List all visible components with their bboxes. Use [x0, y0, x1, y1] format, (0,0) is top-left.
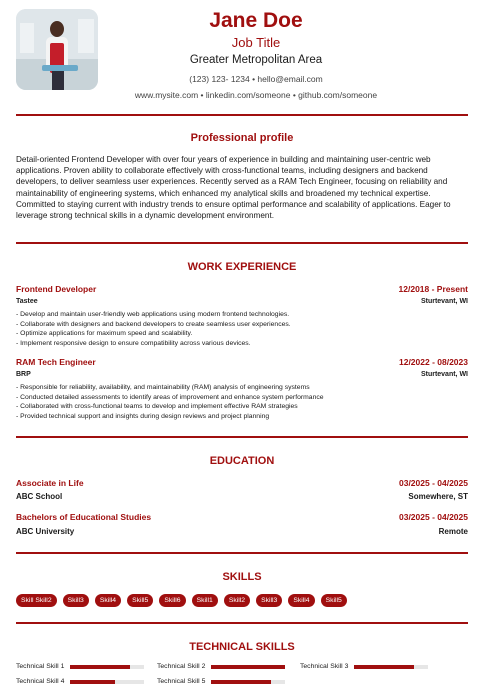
- education-header: [16, 478, 468, 488]
- technical-skill-label: Technical Skill 4: [16, 678, 65, 685]
- technical-skill-bar: [211, 680, 285, 684]
- education-dates: 03/2025 - 04/2025: [398, 512, 468, 522]
- job-bullet: - Optimize applications for maximum speed and scalability.: [16, 330, 193, 338]
- technical-skill: [157, 678, 285, 685]
- job-bullet: - Collaborated with cross-functional teams to develop and implement effective RAM strategies: [16, 403, 298, 411]
- contact-line: (123) 123- 1234 • hello@email.com: [189, 74, 323, 84]
- technical-skill-bar: [211, 665, 285, 669]
- section-divider: [16, 242, 468, 244]
- technical-skill-label: Technical Skill 2: [157, 663, 206, 670]
- skill-pill: Skill4: [288, 594, 314, 607]
- section-divider: [16, 622, 468, 624]
- job-bullets: [16, 310, 468, 348]
- job-dates: 12/2022 - 08/2023: [398, 357, 468, 367]
- education-degree: Associate in Life: [16, 478, 84, 488]
- job-subheader: [16, 371, 468, 378]
- skill-pill: Skill1: [192, 594, 218, 607]
- job-title: RAM Tech Engineer: [16, 357, 96, 367]
- section-divider: [16, 114, 468, 116]
- education-location: Remote: [438, 527, 468, 536]
- job-header: [16, 284, 468, 294]
- technical-skill-label: Technical Skill 3: [300, 663, 349, 670]
- skill-pill: Skill Skill2: [16, 594, 57, 607]
- skill-pill: Skill3: [256, 594, 282, 607]
- technical-skill-bar: [70, 680, 144, 684]
- skill-pill: Skill4: [95, 594, 121, 607]
- profile-photo: [16, 9, 98, 90]
- job-company: BRP: [16, 371, 31, 378]
- skills-title: SKILLS: [222, 571, 262, 583]
- technical-skill: [16, 663, 144, 670]
- job-bullet: - Responsible for reliability, availability, and maintainability (RAM) analysis of engineering systems: [16, 384, 310, 391]
- section-divider: [16, 552, 468, 554]
- job-bullet: - Develop and maintain user-friendly web applications using modern frontend technologies.: [16, 311, 290, 318]
- job-company: Tastee: [16, 298, 38, 305]
- education-header: [16, 512, 468, 522]
- technical-skill: [300, 663, 428, 670]
- candidate-location: Greater Metropolitan Area: [189, 54, 323, 66]
- technical-skill-fill: [211, 665, 285, 669]
- resume-header: [100, 8, 412, 101]
- education-subheader: [16, 527, 468, 536]
- technical-skill-fill: [70, 665, 129, 669]
- skill-pill: Skill5: [321, 594, 347, 607]
- job-dates: 12/2018 - Present: [398, 284, 468, 294]
- education-subheader: [16, 492, 468, 501]
- job-subheader: [16, 298, 468, 305]
- job-bullet: - Implement responsive design to ensure compatibility across various devices.: [16, 339, 251, 347]
- technical-skill-fill: [211, 680, 270, 684]
- education-school: ABC School: [16, 492, 63, 501]
- technical-skills-title: TECHNICAL SKILLS: [189, 641, 295, 653]
- job-location: Sturtevant, WI: [420, 298, 468, 305]
- skill-pill: Skill6: [159, 594, 185, 607]
- education-degree: Bachelors of Educational Studies: [16, 512, 152, 522]
- job-bullet: - Provided technical support and insights during design reviews and project planning: [16, 412, 270, 420]
- candidate-name: Jane Doe: [209, 9, 303, 32]
- technical-skill-label: Technical Skill 5: [157, 678, 206, 685]
- experience-title: WORK EXPERIENCE: [187, 261, 297, 273]
- job-location: Sturtevant, WI: [420, 371, 468, 378]
- technical-skill: [157, 663, 285, 670]
- skill-pill: Skill2: [224, 594, 250, 607]
- job-bullets: [16, 383, 468, 421]
- skill-pill: Skill5: [127, 594, 153, 607]
- technical-skill-fill: [70, 680, 114, 684]
- profile-title: Professional profile: [190, 132, 294, 144]
- links-line: www.mysite.com • linkedin.com/someone • github.com/someone: [134, 90, 378, 100]
- education-dates: 03/2025 - 04/2025: [398, 478, 468, 488]
- technical-skill: [16, 678, 144, 685]
- section-divider: [16, 436, 468, 438]
- job-bullet: - Collaborate with designers and backend developers to create seamless user experiences.: [16, 320, 291, 328]
- candidate-job-title: Job Title: [231, 35, 281, 50]
- skill-pill: Skill3: [63, 594, 89, 607]
- profile-text: Detail-oriented Frontend Developer with over four years of experience in building and maintaining user-centric web applications. Proven ability to collaborate effectively with cross-functional teams, including designers and backend developers, to deliver seamless user experiences. Recently served as a RAM Tech Engineer, focusing on reliability and maintainability of engineering systems, which enhanced my analytical skills and broadened my technical expertise. Committed to staying current with industry trends to ensure optimal performance and scalability of applications. Eager to leverage strong technical skills in a dynamic development environment.: [16, 155, 451, 221]
- technical-skill-fill: [354, 665, 413, 669]
- job-header: [16, 357, 468, 367]
- job-bullet: - Conducted detailed assessments to identify areas of improvement and enhance system performance: [16, 393, 324, 401]
- technical-skill-bar: [70, 665, 144, 669]
- skills-list: [16, 594, 347, 607]
- technical-skill-bar: [354, 665, 428, 669]
- profile-photo-image: [16, 9, 98, 90]
- education-school: ABC University: [16, 527, 75, 536]
- education-title: EDUCATION: [209, 455, 275, 467]
- job-title: Frontend Developer: [16, 284, 97, 294]
- education-location: Somewhere, ST: [408, 492, 468, 501]
- technical-skill-label: Technical Skill 1: [16, 663, 65, 670]
